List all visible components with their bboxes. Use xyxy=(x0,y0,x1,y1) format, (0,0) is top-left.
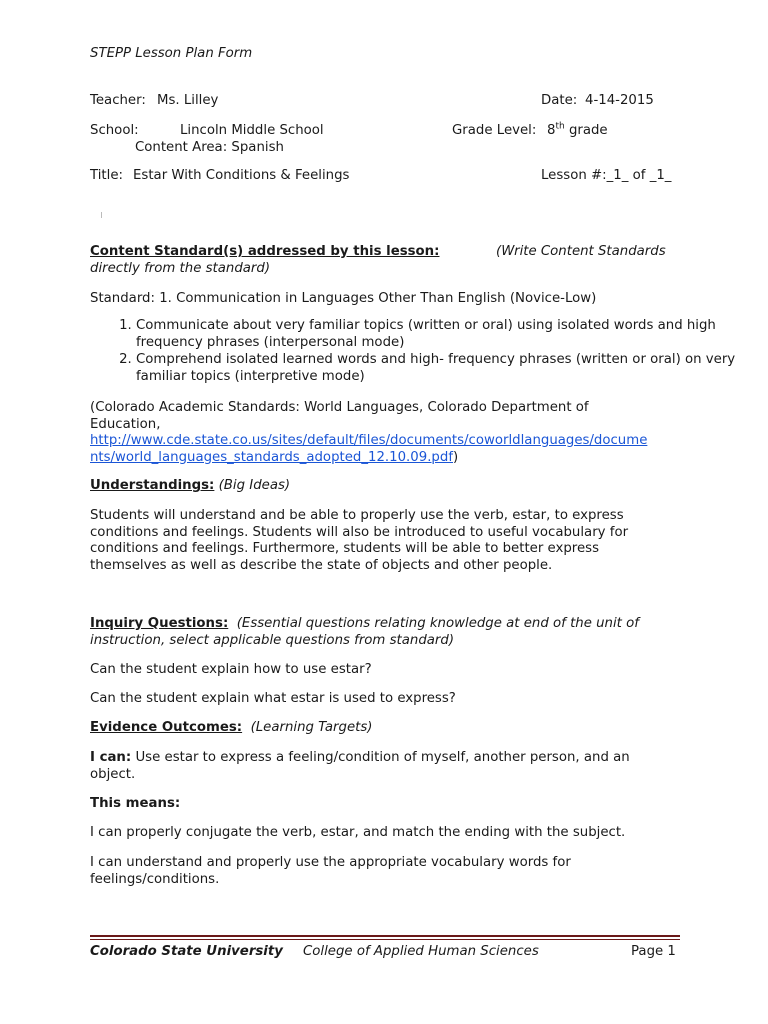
inquiry-question-1: Can the student explain how to use estar? xyxy=(90,662,372,677)
ican-label: I can: xyxy=(90,750,132,765)
inquiry-question-2: Can the student explain what estar is used to express? xyxy=(90,691,456,706)
evidence-note: (Learning Targets) xyxy=(250,720,373,735)
inquiry-heading: Inquiry Questions: xyxy=(90,616,229,631)
inquiry-heading-row xyxy=(90,616,639,632)
school-label: School: xyxy=(90,123,139,138)
inquiry-note-2: instruction, select applicable questions from standard) xyxy=(90,633,455,648)
this-means-label: This means: xyxy=(90,796,181,811)
list-item: 1. Communicate about very familiar topics (written or oral) using isolated words and high frequency phrases (interpersonal mode) xyxy=(136,318,736,351)
inquiry-note-1: (Essential questions relating knowledge at end of the unit of xyxy=(236,616,639,631)
footer-college: College of Applied Human Sciences xyxy=(303,944,539,959)
content-area: Content Area: Spanish xyxy=(135,140,284,155)
content-standards-heading: Content Standard(s) addressed by this lesson: xyxy=(90,244,440,259)
citation-text: (Colorado Academic Standards: World Languages, Colorado Department of Education, xyxy=(90,400,589,432)
footer-university: Colorado State University xyxy=(90,944,283,959)
content-standards-note-2: directly from the standard) xyxy=(90,261,271,276)
teacher-label: Teacher: xyxy=(90,93,146,108)
evidence-heading-row xyxy=(90,720,372,736)
grade-value: 8th grade xyxy=(547,121,608,138)
content-standards-note-1: (Write Content Standards xyxy=(496,244,666,259)
stray-mark xyxy=(101,212,102,218)
standards-list xyxy=(90,318,736,386)
means-item-1: I can properly conjugate the verb, estar, and match the ending with the subject. xyxy=(90,825,626,840)
lesson-title: Estar With Conditions & Feelings xyxy=(133,168,350,183)
footer-rule-thick xyxy=(90,935,680,937)
ican-text: Use estar to express a feeling/condition of myself, another person, and an object. xyxy=(90,750,630,782)
form-title: STEPP Lesson Plan Form xyxy=(90,46,253,61)
means-item-2: I can understand and properly use the appropriate vocabulary words for feelings/conditions. xyxy=(90,855,571,887)
school-name: Lincoln Middle School xyxy=(180,123,324,138)
understandings-heading-row xyxy=(90,478,290,494)
understandings-note: (Big Ideas) xyxy=(218,478,291,493)
understandings-body: Students will understand and be able to properly use the verb, estar, to express conditions and feelings. Students will also be introduced to useful vocabulary for conditions and feelings. Furthermore, students will be able to better express themselves as well as describe the state of objects and other people. xyxy=(90,508,629,573)
standards-link[interactable]: http://www.cde.state.co.us/sites/default/files/documents/coworldlanguages/documents/world_languages_standards_adopted_12.10.09.pdf xyxy=(90,433,648,465)
ican-paragraph xyxy=(90,750,670,783)
teacher-name: Ms. Lilley xyxy=(157,93,219,108)
understandings-heading: Understandings: xyxy=(90,478,215,493)
standard-line: Standard: 1. Communication in Languages Other Than English (Novice-Low) xyxy=(90,291,597,306)
lesson-number: Lesson #:_1_ of _1_ xyxy=(541,168,672,183)
title-label: Title: xyxy=(90,168,123,183)
date-value: 4-14-2015 xyxy=(585,93,654,108)
evidence-heading: Evidence Outcomes: xyxy=(90,720,243,735)
date-label: Date: xyxy=(541,93,578,108)
grade-label: Grade Level: xyxy=(452,123,537,138)
citation-paragraph: (Colorado Academic Standards: World Languages, Colorado Department of Education, http://www.cde.state.co.us/sites/default/files/documents/coworldlanguages/documents/world_languages_standards_adopted_12.10.09.pdf) xyxy=(90,400,648,465)
footer-rule-thin xyxy=(90,939,680,940)
page-number: Page 1 xyxy=(631,944,676,959)
list-item: 2. Comprehend isolated learned words and high- frequency phrases (written or oral) on very familiar topics (interpretive mode) xyxy=(136,352,736,385)
